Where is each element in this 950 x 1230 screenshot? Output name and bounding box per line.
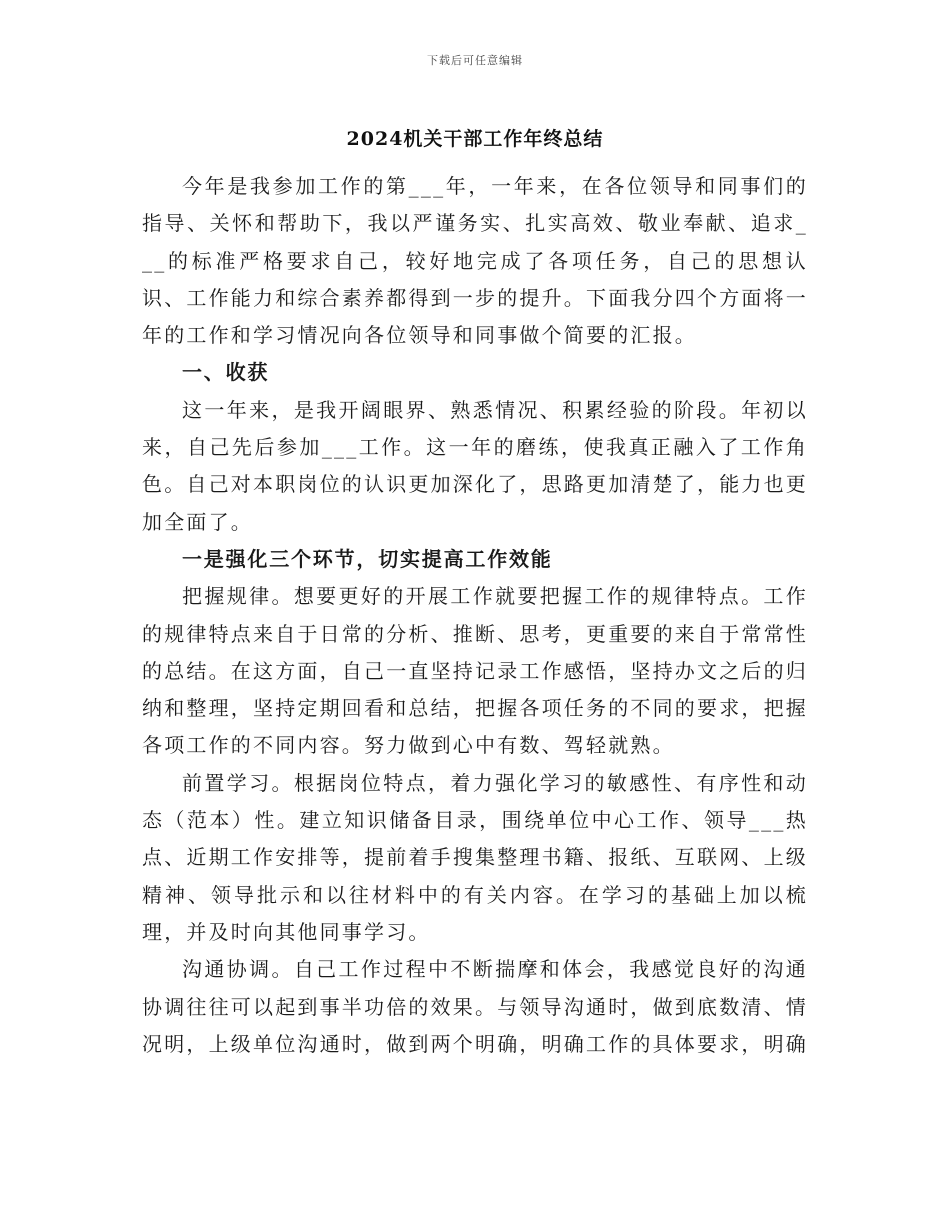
document-title: 2024机关干部工作年终总结 [346, 128, 604, 150]
section-heading-harvest: 一、收获 [182, 360, 270, 385]
body-paragraph: 这一年来，是我开阔眼界、熟悉情况、积累经验的阶段。年初以来，自己先后参加___工作。这一年的磨练，使我真正融入了工作角色。自己对本职岗位的认识更加深化了，思路更加清楚了，能力也更加全面了。 [142, 397, 808, 534]
body-paragraph: 前置学习。根据岗位特点，着力强化学习的敏感性、有序性和动态（范本）性。建立知识储备目录，围绕单位中心工作、领导___热点、近期工作安排等，提前着手搜集整理书籍、报纸、互联网、上级精神、领导批示和以往材料中的有关内容。在学习的基础上加以梳理，并及时向其他同事学习。 [142, 770, 808, 944]
intro-paragraph: 今年是我参加工作的第___年，一年来，在各位领导和同事们的指导、关怀和帮助下，我以严谨务实、扎实高效、敬业奉献、追求___的标准严格要求自己，较好地完成了各项任务，自己的思想认识、工作能力和综合素养都得到一步的提升。下面我分四个方面将一年的工作和学习情况向各位领导和同事做个简要的汇报。 [142, 174, 808, 348]
document-body [142, 168, 808, 1063]
subsection-heading: 一是强化三个环节，切实提高工作效能 [182, 546, 553, 571]
body-paragraph: 沟通协调。自己工作过程中不断揣摩和体会，我感觉良好的沟通协调往往可以起到事半功倍的效果。与领导沟通时，做到底数清、情况明，上级单位沟通时，做到两个明确，明确工作的具体要求，明确 [142, 957, 808, 1056]
body-paragraph: 把握规律。想要更好的开展工作就要把握工作的规律特点。工作的规律特点来自于日常的分析、推断、思考，更重要的来自于常常性的总结。在这方面，自己一直坚持记录工作感悟，坚持办文之后的归纳和整理，坚持定期回看和总结，把握各项任务的不同的要求，把握各项工作的不同内容。努力做到心中有数、驾轻就熟。 [142, 584, 808, 758]
header-note: 下载后可任意编辑 [427, 54, 523, 67]
